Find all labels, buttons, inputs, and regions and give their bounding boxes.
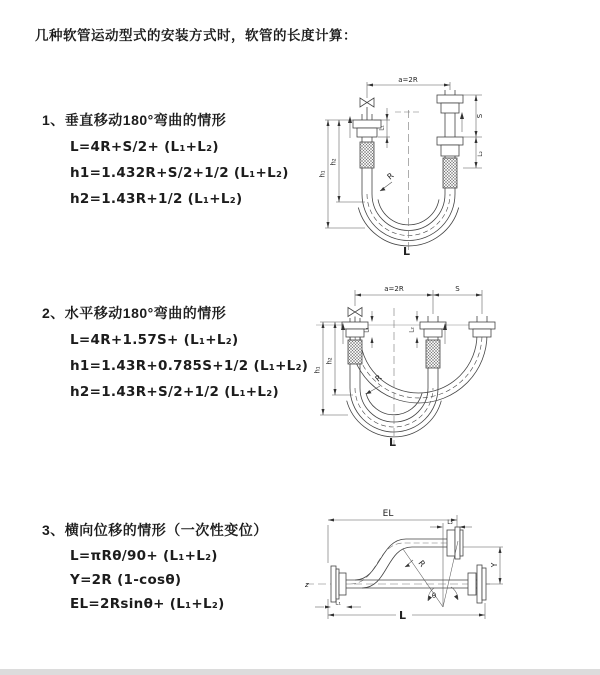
length-label: L <box>399 609 407 622</box>
dim-label-l1: L₁ <box>364 327 371 333</box>
radius-label: R <box>416 558 427 569</box>
dim-label-h2: h₂ <box>329 158 338 166</box>
dim-label-el: EL <box>382 509 394 519</box>
dim-label-h1: h₁ <box>318 170 327 178</box>
valve-icon <box>360 98 367 107</box>
hub <box>447 530 455 556</box>
flange <box>441 145 459 156</box>
flange <box>437 137 463 145</box>
dim-label-h2: h₂ <box>325 357 334 365</box>
centerlines <box>395 110 422 254</box>
section-3-formula-L: L=πRθ/90+ (L₁+L₂) <box>70 548 218 564</box>
section-3-heading: 3、横向位移的情形（一次性变位） <box>42 522 268 538</box>
flange <box>473 329 491 337</box>
section-1-heading: 1、垂直移动180°弯曲的情形 <box>42 112 227 128</box>
length-label: L <box>389 436 397 449</box>
flange <box>331 566 336 602</box>
diagram-horizontal-180-bend <box>308 278 600 466</box>
flange <box>420 322 446 329</box>
dimension-arrows <box>325 519 502 617</box>
page-title: 几种软管运动型式的安装方式时，软管的长度计算： <box>35 28 357 43</box>
dim-label-s: S <box>455 285 460 293</box>
section-2-formula-L: L=4R+1.57S+ (L₁+L₂) <box>70 332 239 348</box>
dim-label-l2: L₂ <box>447 520 453 526</box>
dim-label-l2: L₂ <box>409 327 416 333</box>
dim-label-l1: L₁ <box>379 125 386 131</box>
flange <box>336 569 339 599</box>
dimensions <box>315 515 503 619</box>
section-1-formula-L: L=4R+S/2+ (L₁+L₂) <box>70 139 219 155</box>
dimension-arrows <box>322 294 483 416</box>
section-1-formula-h2: h2=1.43R+1/2 (L₁+L₂) <box>70 191 243 207</box>
flange <box>460 530 463 556</box>
dim-label-a2r: a=2R <box>384 285 404 293</box>
dimensions <box>320 290 482 415</box>
flange <box>441 103 459 113</box>
diagram-lateral-displacement <box>300 503 600 658</box>
flange <box>357 128 377 137</box>
centerline-marker: z <box>305 581 309 589</box>
flange <box>353 120 381 128</box>
valve-icon <box>355 308 362 317</box>
valve-icon <box>348 308 355 317</box>
flange <box>424 329 442 337</box>
flange <box>346 329 364 337</box>
hub <box>339 573 346 595</box>
flange <box>477 565 482 603</box>
radius-label: R <box>385 171 396 182</box>
flange <box>469 322 495 329</box>
dim-label-h1: h₁ <box>313 366 322 374</box>
radius-label: R <box>373 373 384 384</box>
angle-label-theta: θ <box>431 592 437 600</box>
section-3-formula-EL: EL=2Rsinθ+ (L₁+L₂) <box>70 596 225 612</box>
fittings <box>353 95 463 188</box>
dim-label-l2: L₂ <box>478 151 484 157</box>
flange <box>482 568 486 600</box>
section-1-formula-h1: h1=1.432R+S/2+1/2 (L₁+L₂) <box>70 165 289 181</box>
section-3-formula-Y: Y=2R (1-cosθ) <box>70 572 182 588</box>
valve-icon <box>367 98 374 107</box>
dim-label-l1: L₁ <box>335 600 341 607</box>
dim-label-y: Y <box>490 562 499 568</box>
length-label: L <box>403 245 411 258</box>
dim-label-s: S <box>476 113 484 119</box>
flange <box>437 95 463 103</box>
section-2-formula-h1: h1=1.43R+0.785S+1/2 (L₁+L₂) <box>70 358 309 374</box>
hub <box>468 573 476 595</box>
page-edge <box>0 669 600 675</box>
diagram-vertical-180-bend <box>310 70 600 270</box>
hose-double-u <box>347 316 487 437</box>
section-2-formula-h2: h2=1.43R+S/2+1/2 (L₁+L₂) <box>70 384 279 400</box>
dim-label-a2r: a=2R <box>398 76 418 84</box>
section-2-heading: 2、水平移动180°弯曲的情形 <box>42 305 227 321</box>
